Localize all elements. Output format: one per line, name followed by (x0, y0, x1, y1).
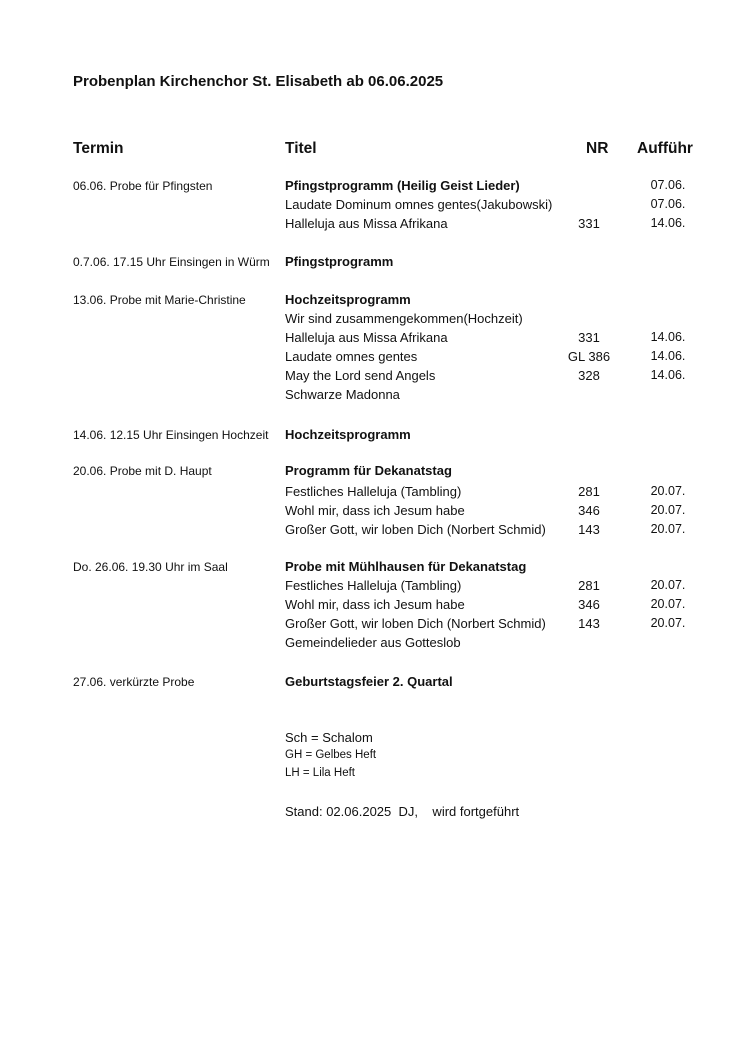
row-titel: Festliches Halleluja (Tambling) (285, 484, 462, 499)
row-termin: 20.06. Probe mit D. Haupt (73, 464, 212, 478)
row-termin: 0.7.06. 17.15 Uhr Einsingen in Würm (73, 255, 270, 269)
row-nr: 281 (578, 578, 600, 593)
row-auffuehr: 20.07. (650, 578, 686, 592)
row-nr: 281 (578, 484, 600, 499)
row-nr: 331 (578, 330, 600, 345)
row-nr: 346 (578, 597, 600, 612)
row-titel: Programm für Dekanatstag (285, 463, 452, 478)
row-titel: Schwarze Madonna (285, 387, 400, 402)
row-auffuehr: 14.06. (650, 368, 686, 382)
row-titel: Festliches Halleluja (Tambling) (285, 578, 462, 593)
header-titel: Titel (285, 140, 317, 157)
stand-note: Stand: 02.06.2025 DJ, wird fortgeführt (285, 804, 520, 819)
row-titel: Wohl mir, dass ich Jesum habe (285, 503, 465, 518)
row-titel: Wir sind zusammengekommen(Hochzeit) (285, 311, 523, 326)
row-titel: Pfingstprogramm (285, 254, 394, 269)
row-auffuehr: 14.06. (650, 216, 686, 230)
row-titel: Laudate omnes gentes (285, 349, 418, 364)
row-titel: Laudate Dominum omnes gentes(Jakubowski) (285, 197, 553, 212)
row-nr: GL 386 (567, 349, 611, 364)
row-titel: Wohl mir, dass ich Jesum habe (285, 597, 465, 612)
row-titel: May the Lord send Angels (285, 368, 436, 383)
row-auffuehr: 20.07. (650, 522, 686, 536)
row-titel: Pfingstprogramm (Heilig Geist Lieder) (285, 178, 520, 193)
row-titel: Geburtstagsfeier 2. Quartal (285, 674, 453, 689)
row-nr: 331 (578, 216, 600, 231)
row-auffuehr: 20.07. (650, 503, 686, 517)
row-auffuehr: 20.07. (650, 616, 686, 630)
row-titel: Probe mit Mühlhausen für Dekanatstag (285, 559, 527, 574)
row-nr: 346 (578, 503, 600, 518)
row-termin: 06.06. Probe für Pfingsten (73, 179, 213, 193)
row-auffuehr: 20.07. (650, 484, 686, 498)
row-termin: 27.06. verkürzte Probe (73, 675, 195, 689)
row-titel: Hochzeitsprogramm (285, 292, 411, 307)
row-auffuehr: 07.06. (650, 178, 686, 192)
row-termin: 13.06. Probe mit Marie-Christine (73, 293, 246, 307)
header-nr: NR (586, 140, 609, 157)
legend-schalom: Sch = Schalom (285, 730, 373, 745)
row-termin: 14.06. 12.15 Uhr Einsingen Hochzeit (73, 428, 269, 442)
page-title: Probenplan Kirchenchor St. Elisabeth ab 06.06.2025 (73, 73, 444, 90)
header-auffuehr: Aufführ (637, 140, 693, 157)
header-termin: Termin (73, 140, 124, 157)
legend-gelbes-heft: GH = Gelbes Heft (285, 749, 377, 761)
row-nr: 143 (578, 616, 600, 631)
row-titel: Halleluja aus Missa Afrikana (285, 330, 448, 345)
row-nr: 143 (578, 522, 600, 537)
row-auffuehr: 14.06. (650, 349, 686, 363)
row-nr: 328 (578, 368, 600, 383)
row-titel: Großer Gott, wir loben Dich (Norbert Schmid) (285, 616, 546, 631)
row-auffuehr: 07.06. (650, 197, 686, 211)
row-auffuehr: 14.06. (650, 330, 686, 344)
row-titel: Großer Gott, wir loben Dich (Norbert Schmid) (285, 522, 546, 537)
row-auffuehr: 20.07. (650, 597, 686, 611)
legend-lila-heft: LH = Lila Heft (285, 767, 355, 779)
row-termin: Do. 26.06. 19.30 Uhr im Saal (73, 560, 228, 574)
row-titel: Gemeindelieder aus Gotteslob (285, 635, 461, 650)
row-titel: Halleluja aus Missa Afrikana (285, 216, 448, 231)
row-titel: Hochzeitsprogramm (285, 427, 411, 442)
